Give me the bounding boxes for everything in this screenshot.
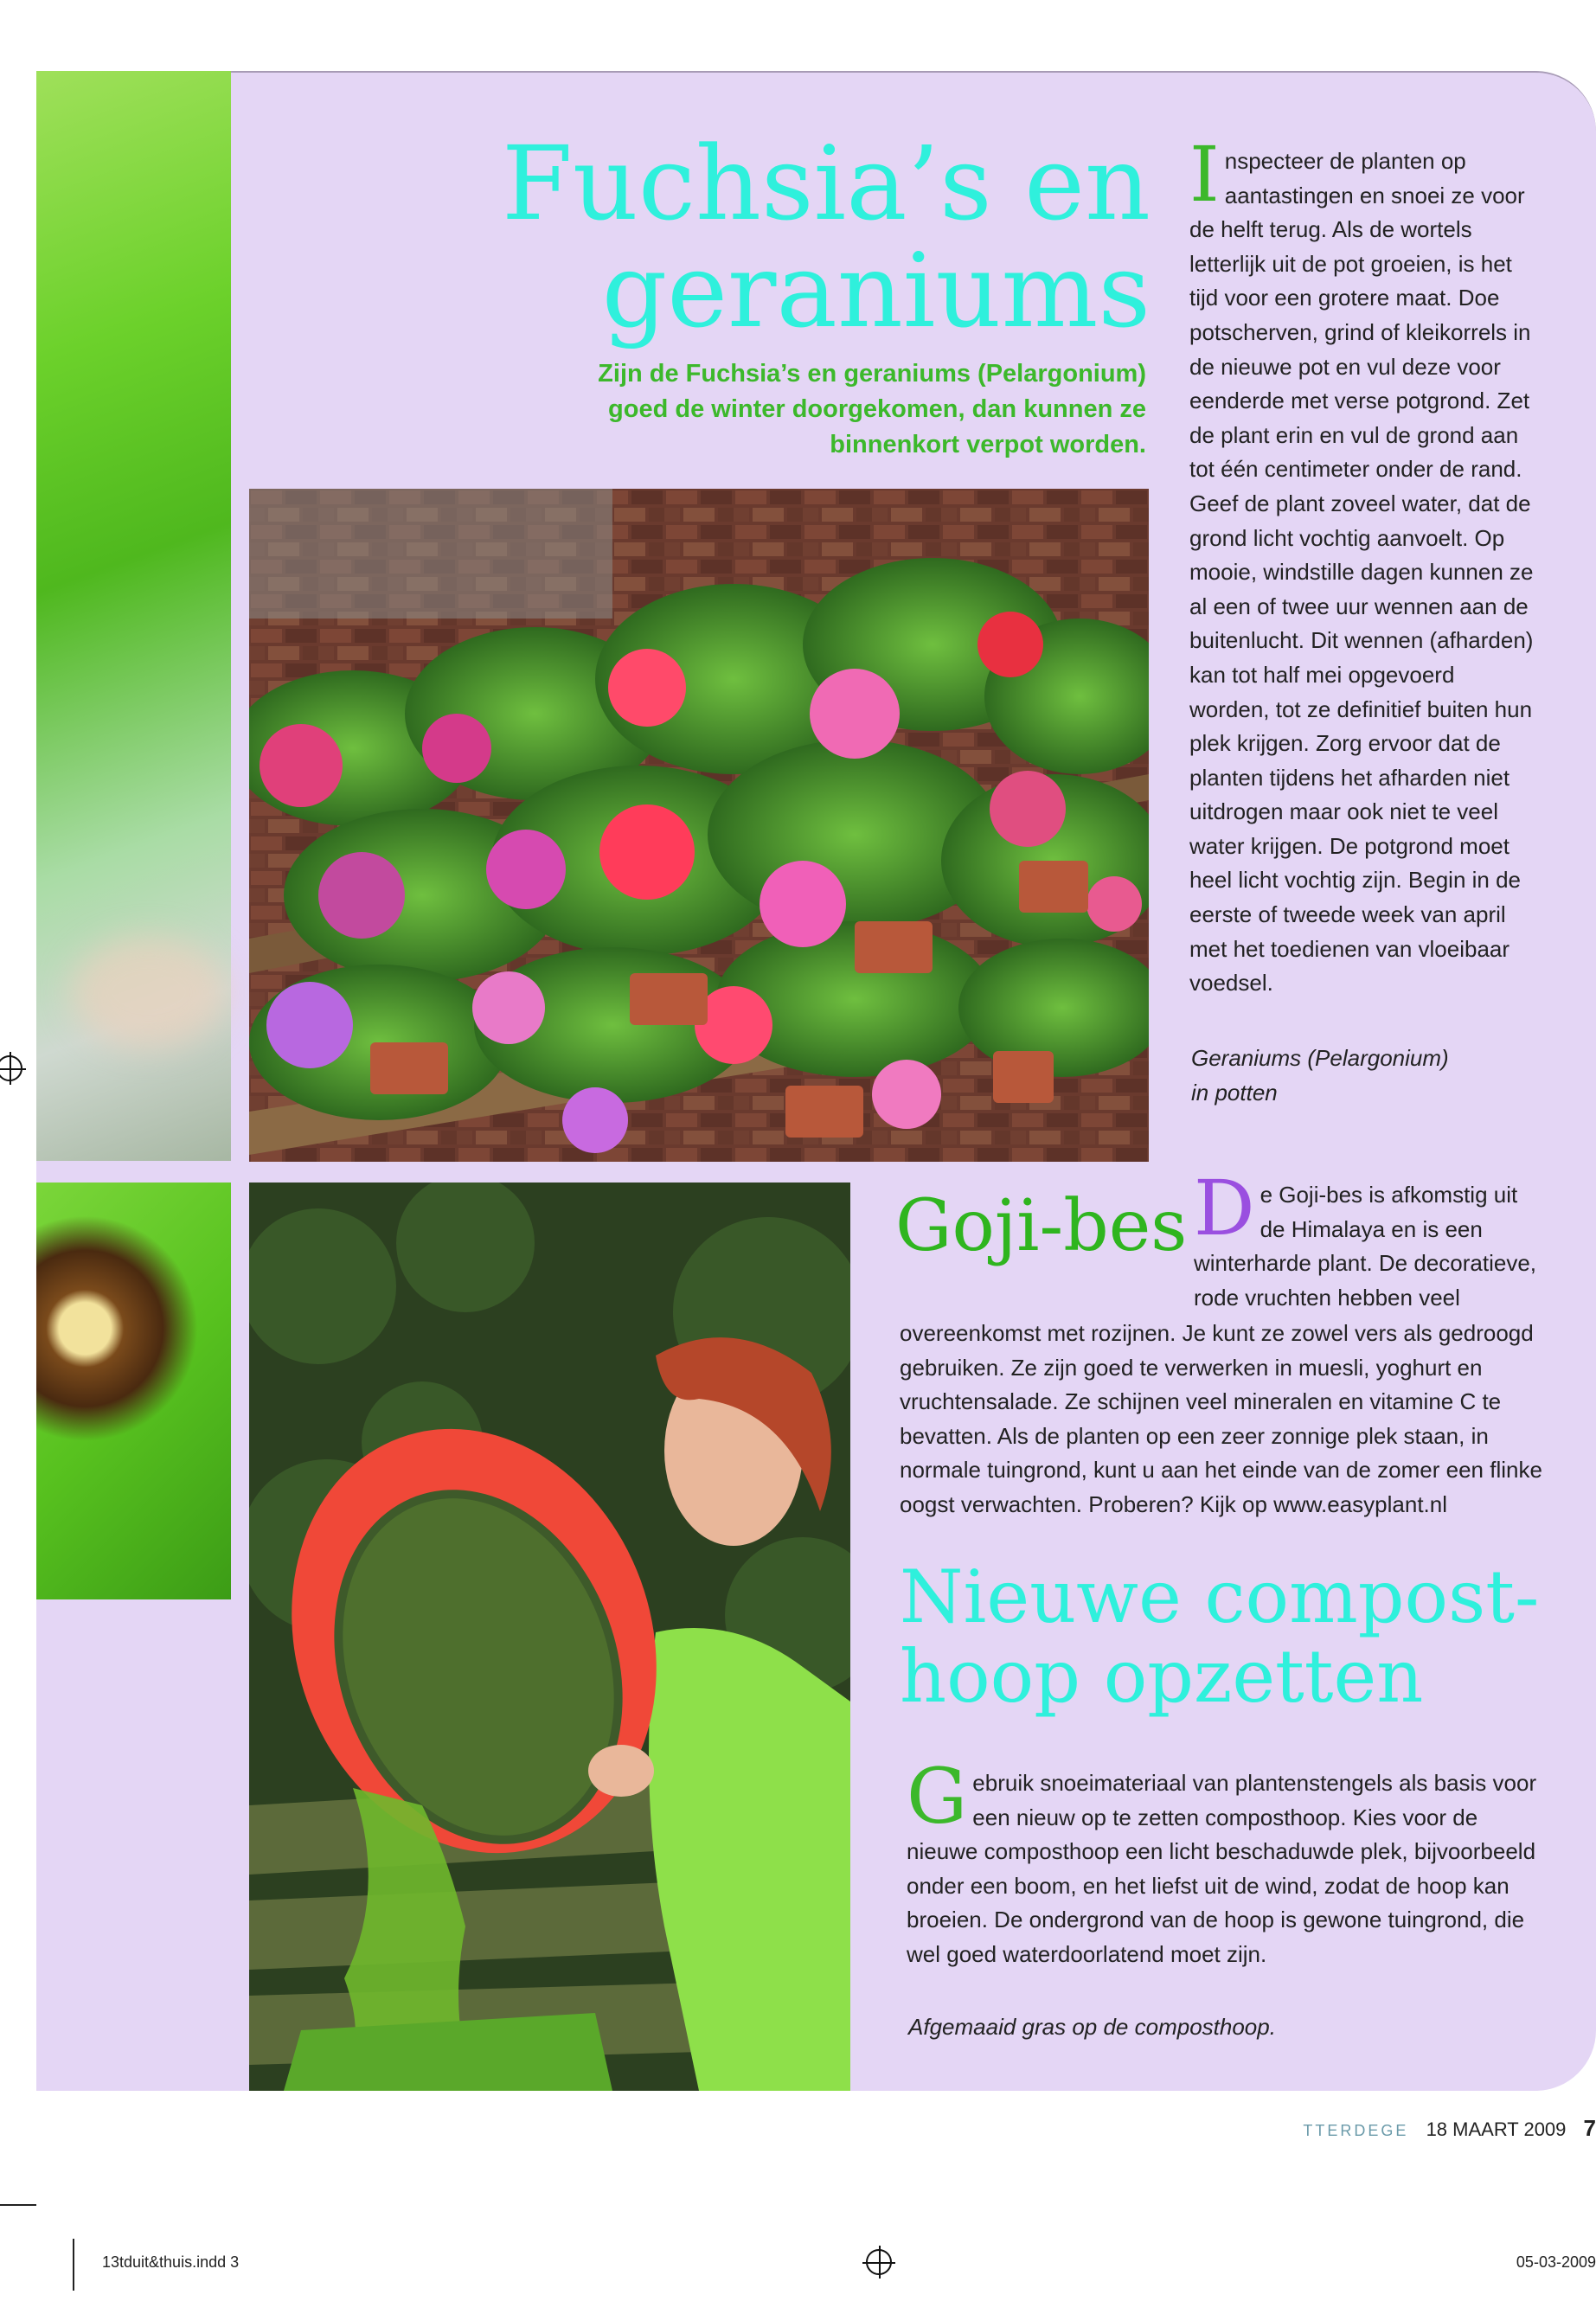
page-footer: [1112, 2115, 1596, 2142]
compost-photo: [249, 1183, 850, 2091]
intro-text: e Goji-bes is afkomstig uit de Himalaya en is een winterharde plant. De decoratieve, rode vruchten hebben veel: [1194, 1182, 1537, 1311]
photo-caption-geraniums: [1191, 1041, 1537, 1110]
crop-mark: [0, 2204, 36, 2206]
geraniums-photo: [249, 489, 1149, 1162]
print-slug-date: 05-03-2009: [1516, 2253, 1596, 2271]
article-intro-fuchsia: Zijn de Fuchsia’s en geraniums (Pelargonium) goed de winter doorgekomen, dan kunnen ze binnenkort verpot worden.: [598, 360, 1146, 458]
title-line-2: geraniums: [601, 231, 1151, 350]
dropcap: I: [1189, 130, 1220, 219]
title-line-1: Nieuwe compost-: [900, 1554, 1540, 1639]
dropcap: G: [907, 1752, 968, 1841]
article-intro-goji: [1194, 1163, 1540, 1315]
dropcap: D: [1194, 1163, 1255, 1253]
title-line-1: Fuchsia’s en: [501, 124, 1151, 243]
body-text: ebruik snoeimateriaal van plantenstengels als basis voor een nieuw op te zetten composthoop. Kies voor de nieuwe composthoop een licht beschaduwde plek, bijvoorbeeld onder een boom, en het liefst uit de wind, zodat de hoop kan broeien. De ondergrond van de hoop is gewone tuingrond, die wel goed waterdoorlatend moet zijn.: [907, 1770, 1537, 1967]
photo-caption-compost: Afgemaaid gras op de composthoop.: [908, 2014, 1276, 2040]
page-number: 7: [1583, 2115, 1596, 2141]
caption-line-1: Geraniums (Pelargonium): [1191, 1045, 1449, 1071]
article-body-goji: overeenkomst met rozijnen. Je kunt ze zowel vers als gedroogd gebruiken. Ze zijn goed te verwerken in muesli, yoghurt en vruchtensalade. Ze schijnen veel mineralen en vitamine C te bevatten. Als de planten op een zeer zonnige plek staan, in normale tuingrond, kunt u aan het einde van de zomer een flinke oogst verwachten. Proberen? Kijk op www.easyplant.nl: [900, 1320, 1542, 1517]
issue-date: 18 MAART 2009: [1426, 2118, 1567, 2140]
article-title-goji: Goji-bes: [895, 1185, 1188, 1267]
crop-mark: [73, 2239, 74, 2291]
registration-mark-icon: [866, 2249, 892, 2275]
article-title-fuchsia: [484, 124, 1151, 350]
article-body-fuchsia: [1189, 130, 1535, 1001]
decorative-leaf-image: [36, 71, 231, 1161]
goji-seed-photo: [36, 1183, 231, 1599]
article-title-compost: [900, 1554, 1557, 1719]
print-slug-file: 13tduit&thuis.indd 3: [102, 2253, 240, 2271]
caption-line-2: in potten: [1191, 1080, 1278, 1106]
body-text: nspecteer de planten op aantastingen en snoei ze voor de helft terug. Als de wortels letterlijk uit de pot groeien, is het tijd voor een grotere maat. Doe potscherven, grind of kleikorrels in de nieuwe pot en vul deze voor eenderde met verse potgrond. Zet de plant erin en vul de grond aan tot één centimeter onder de rand. Geef de plant zoveel water, dat de grond licht vochtig aanvoelt. Op mooie, windstille dagen kunnen ze al een of twee uur wennen aan de buitenlucht. Dit wennen (afharden) kan tot half mei opgevoerd worden, tot ze definitief buiten hun plek krijgen. Zorg ervoor dat de planten tijdens het afharden niet uitdrogen maar ook niet te veel water krijgen. De potgrond moet heel licht vochtig zijn. Begin in de eerste of tweede week van april met het toedienen van vloeibaar voedsel.: [1189, 148, 1534, 997]
registration-mark-icon: [0, 1055, 22, 1081]
title-line-2: hoop opzetten: [900, 1634, 1424, 1719]
magazine-name: TTERDEGE: [1303, 2122, 1409, 2139]
article-body-compost: [907, 1752, 1547, 1972]
